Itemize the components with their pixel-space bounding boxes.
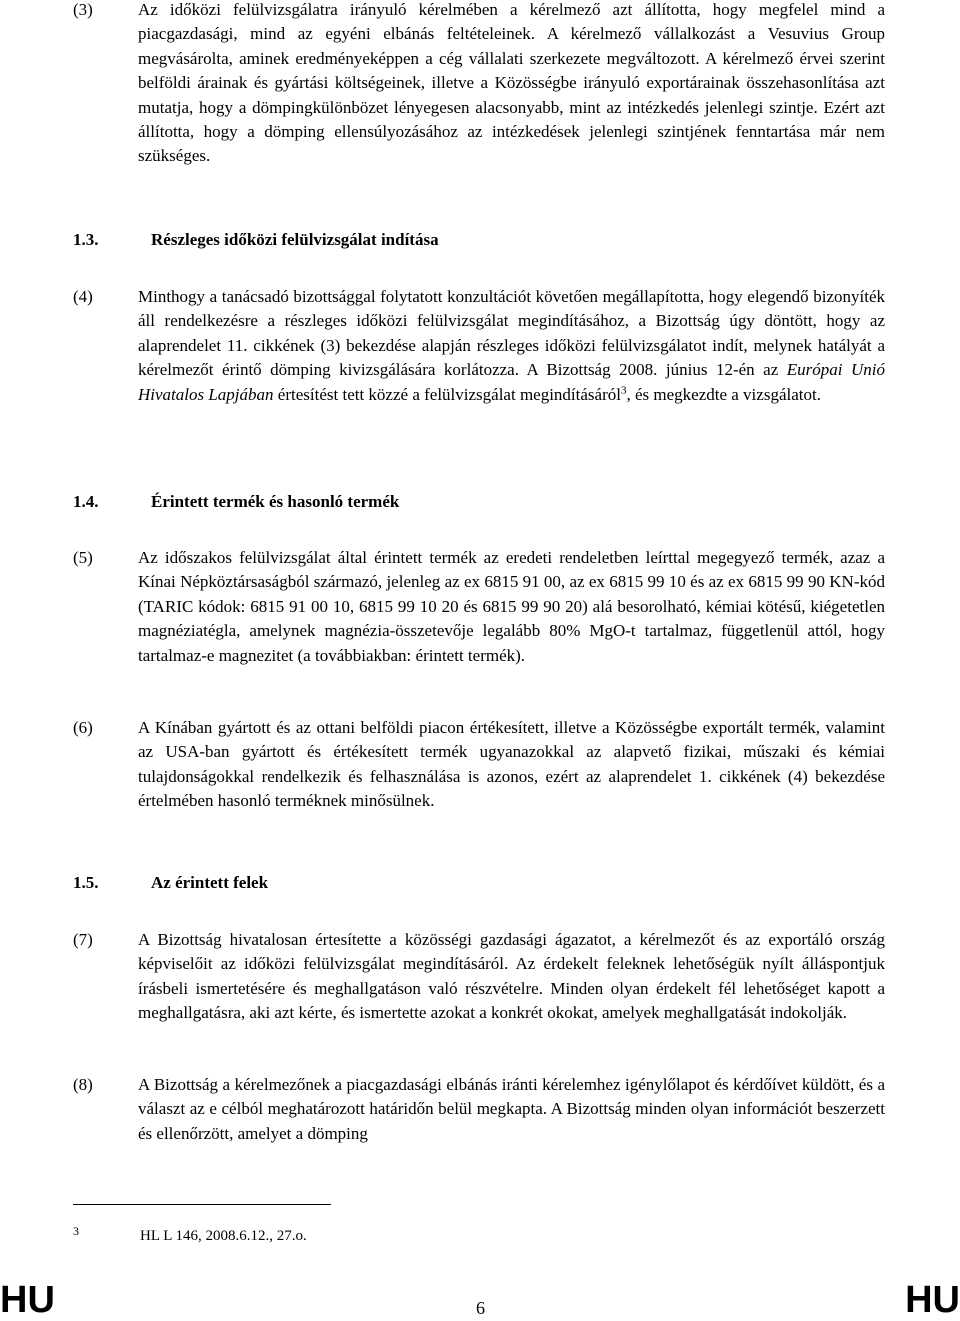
paragraph-number: (4) (73, 287, 93, 306)
paragraph-number: (3) (73, 0, 93, 19)
paragraph-text: A Bizottság hivatalosan értesítette a közösségi gazdasági ágazatot, a kérelmezőt és az exportáló ország képviselőit az időközi felülvizsgálat megindításáról. Az érdekelt feleknek lehetőségük nyílt álláspontjuk írásbeli ismertetésére és meghallgatáson való részvételre. Minden olyan érdekelt fél lehetőséget kapott a meghallgatásra, aki azt kérte, és ismertette azokat a konkrét okokat, amelyek meghallgatását indokolják. (138, 930, 885, 1023)
page-number: 6 (476, 1298, 485, 1318)
section-heading-1-4 (73, 490, 885, 514)
footnote-ref[interactable]: 3 (620, 383, 627, 396)
paragraph-number: (8) (73, 1075, 93, 1094)
paragraph-3 (73, 0, 885, 169)
paragraph-text: Minthogy a tanácsadó bizottsággal folytatott konzultációt követően megállapította, hogy elegendő bizonyíték áll rendelkezésre a részleges időközi felülvizsgálat megindításához, a Bizottság úgy döntött, hogy az alaprendelet 11. cikkének (3) bekezdése alapján részleges időközi felülvizsgálatot indít, melynek hatályát a kérelmezőt érintő dömping kivizsgálására korlátozza. A Bizottság 2008. június 12-én az Európai Unió Hivatalos Lapjában értesítést tett közzé a felülvizsgálat megindításáról$^3$, és megkezdte a vizsgálatot. (138, 287, 885, 404)
paragraph-text: A Bizottság a kérelmezőnek a piacgazdasági elbánás iránti kérelemhez igénylőlapot és kérdőívet küldött, és a választ az e célból meghatározott határidőn belül megkapta. A Bizottság minden olyan információt beszerzett és ellenőrzött, amelyet a dömping (138, 1075, 885, 1143)
section-heading-1-5 (73, 871, 885, 895)
section-title: Részleges időközi felülvizsgálat indítása (151, 230, 439, 249)
paragraph-7 (73, 928, 885, 1026)
section-title: Az érintett felek (151, 873, 269, 892)
paragraph-text: A Kínában gyártott és az ottani belföldi piacon értékesített, illetve a Közösségbe exportált termék, valamint az USA-ban gyártott és értékesített termék ugyanazokkal az alapvető fizikai, műszaki és kémiai tulajdonságokkal rendelkezik és felhasználása is azonos, ezért az alaprendelet 1. cikkének (4) bekezdése értelmében hasonló terméknek minősülnek. (138, 718, 885, 811)
paragraph-number: (7) (73, 930, 93, 949)
journal-title: Európai Unió Hivatalos Lapjában (138, 360, 885, 404)
paragraph-number: (6) (73, 718, 93, 737)
paragraph-text: Az időközi felülvizsgálatra irányuló kérelmében a kérelmező azt állította, hogy megfelel mind a piacgazdasági, mind az egyéni elbánás feltételeinek. A kérelmező vállalkozást a Vesuvius Group megvásárolta, aminek eredményeképpen a cég vállalati szerkezete megváltozott. A kérelmező érvei szerint belföldi árainak és gyártási költségeinek, illetve a Közösségbe irányuló exportárainak összehasonlítása azt mutatja, hogy a dömpingkülönbözet lényegesen alacsonyabb, mint az intézkedés jelenlegi szintje. Ezért azt állította, hogy a dömping ellensúlyozásához az intézkedések jelenlegi szintjének fenntartása már nem szükséges. (138, 0, 885, 166)
language-code-right: HU (905, 1279, 960, 1321)
section-number: 1.3. (73, 230, 99, 249)
language-code-left: HU (0, 1279, 55, 1321)
paragraph-4 (73, 285, 885, 407)
paragraph-8 (73, 1073, 885, 1146)
footnote-text: HL L 146, 2008.6.12., 27.o. (140, 1228, 307, 1244)
section-number: 1.5. (73, 873, 99, 892)
section-heading-1-3 (73, 228, 885, 252)
paragraph-number: (5) (73, 548, 93, 567)
section-number: 1.4. (73, 492, 99, 511)
paragraph-6 (73, 716, 885, 814)
section-title: Érintett termék és hasonló termék (151, 492, 400, 511)
paragraph-5 (73, 546, 885, 668)
footnote-separator (73, 1204, 331, 1205)
footnote-number: 3 (73, 1224, 79, 1238)
paragraph-text: Az időszakos felülvizsgálat által érintett termék az eredeti rendeletben leírttal megegyező termék, azaz a Kínai Népköztársaságból származó, jelenleg az ex 6815 91 00, az ex 6815 99 10 és az ex 6815 99 90 KN-kód (TARIC kódok: 6815 91 00 10, 6815 99 10 20 és 6815 99 90 20) alá besorolható, kémiai kötésű, kiégetetlen magnéziatégla, amelynek magnézia-összetevője legalább 80% MgO-t tartalmaz, függetlenül attól, hogy tartalmaz-e magnezitet (a továbbiakban: érintett termék). (138, 548, 885, 665)
